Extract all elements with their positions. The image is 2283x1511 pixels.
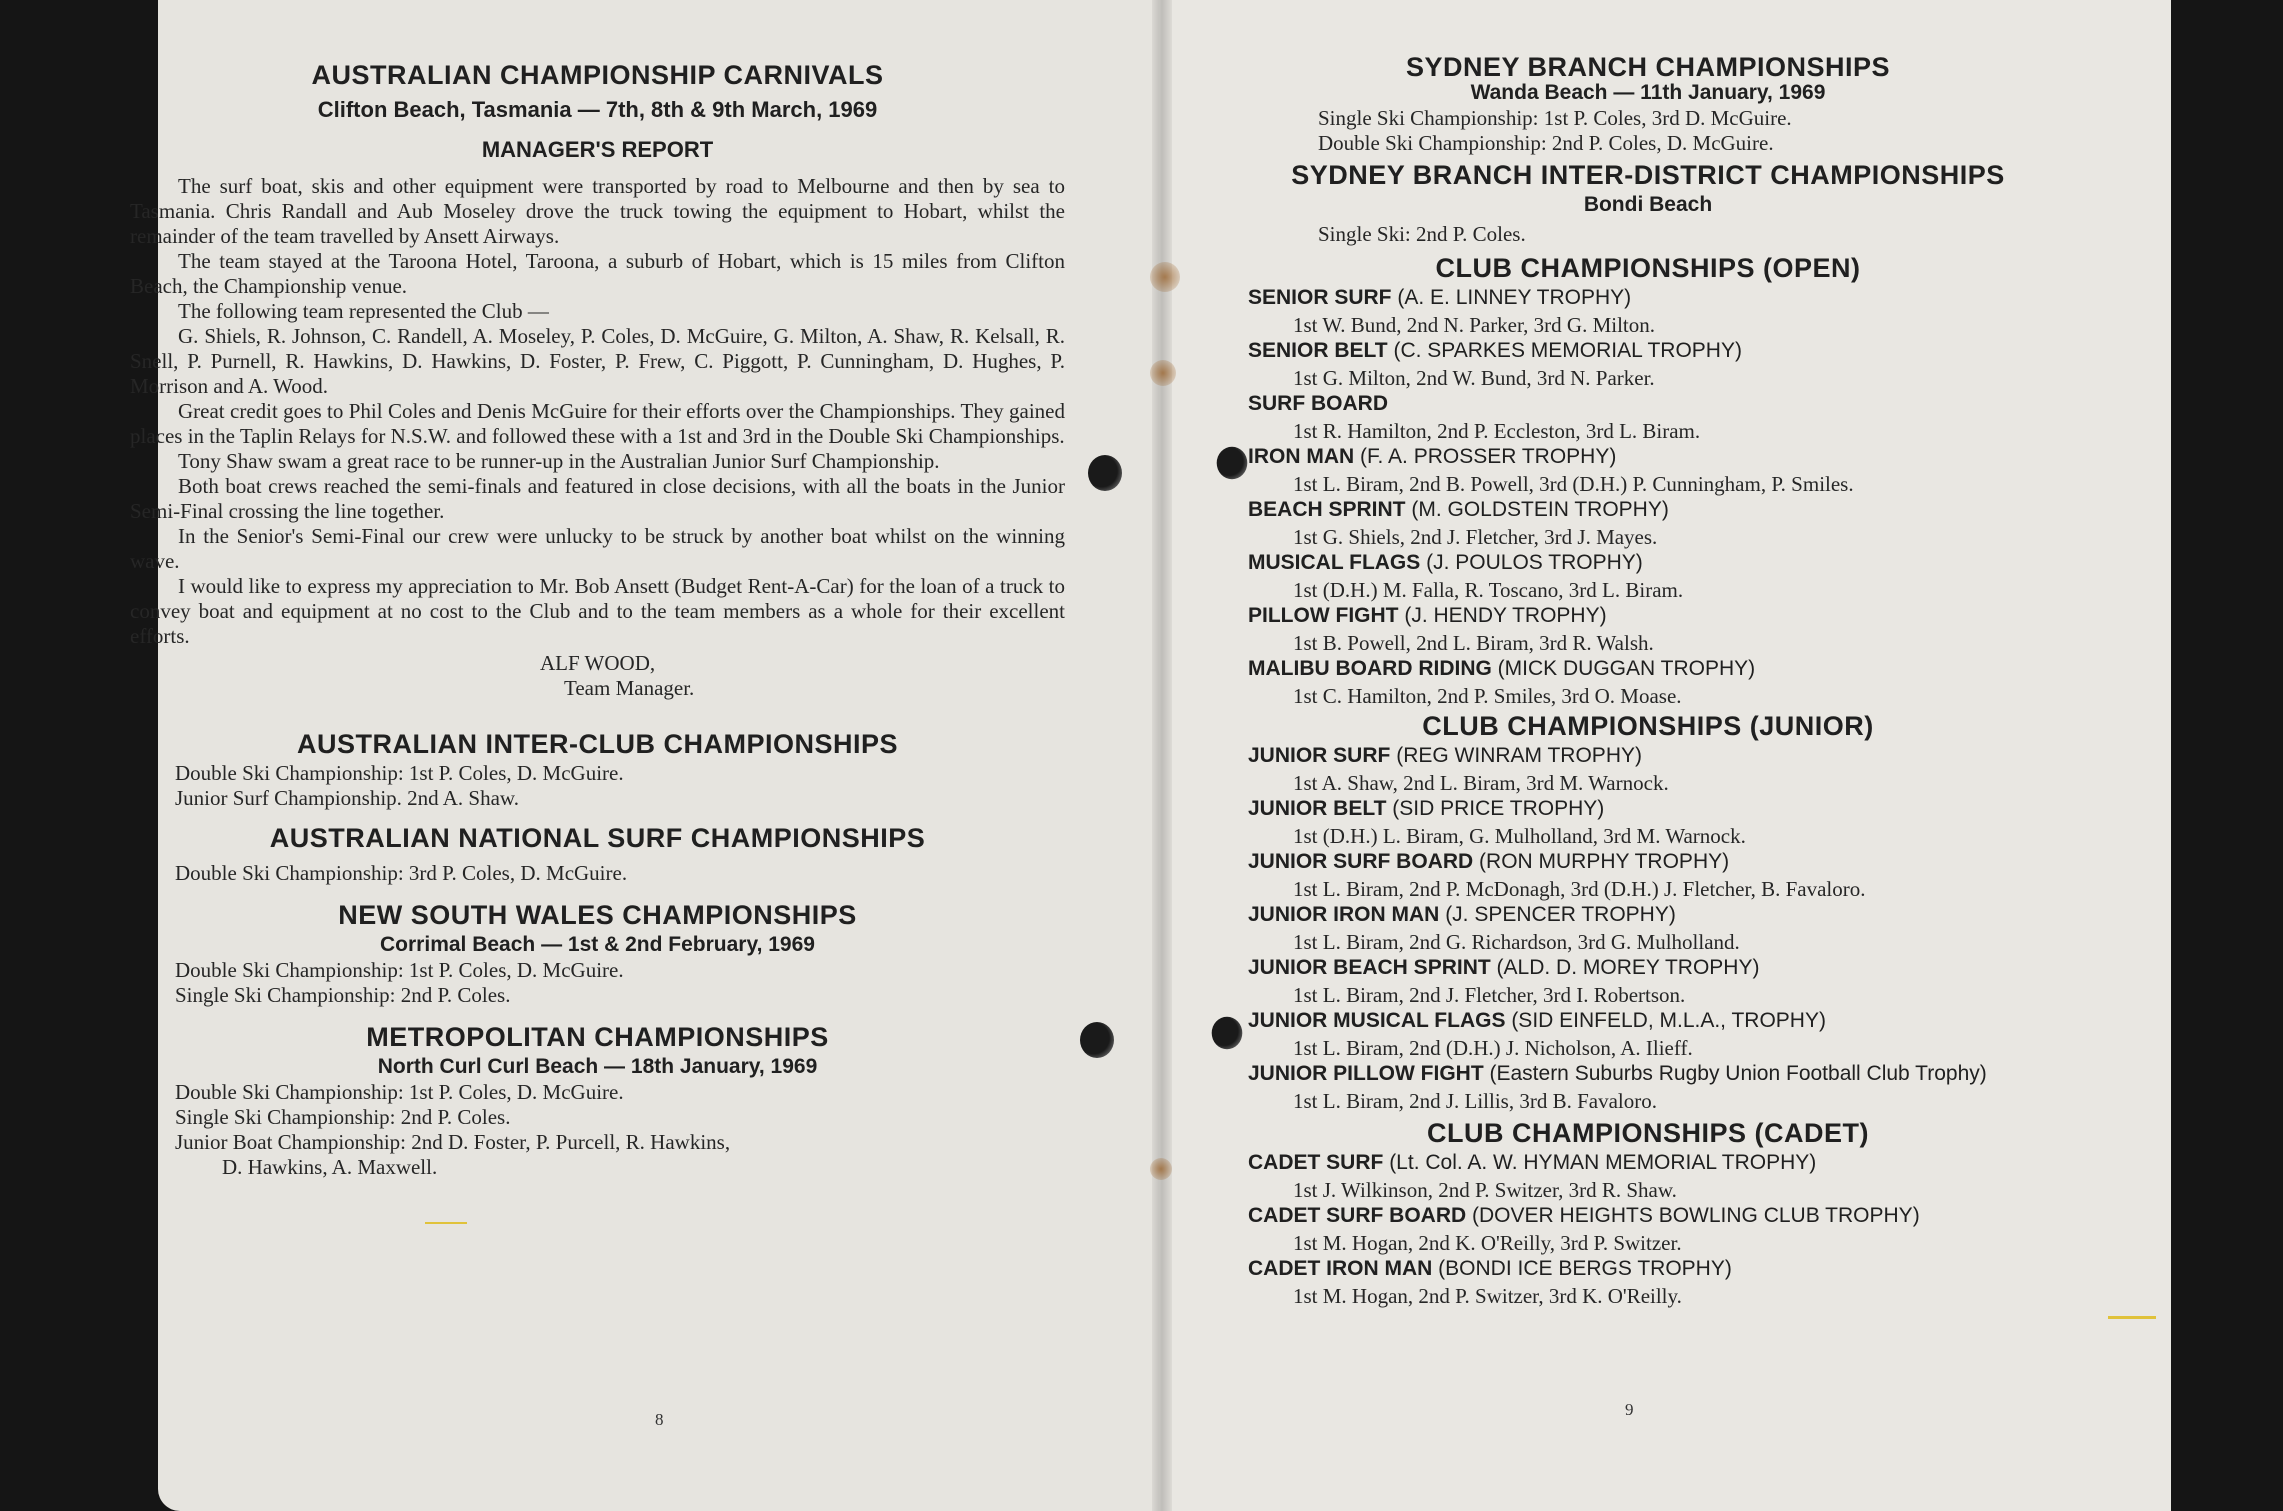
event-heading (1248, 1256, 2048, 1281)
event-name: JUNIOR SURF BOARD (1248, 850, 1474, 873)
result-line: Single Ski Championship: 2nd P. Coles. (175, 983, 511, 1007)
event-heading (1248, 1203, 2048, 1228)
event-trophy: (DOVER HEIGHTS BOWLING CLUB TROPHY) (1472, 1204, 1920, 1227)
event-name: JUNIOR BELT (1248, 797, 1387, 820)
result-line: Double Ski Championship: 1st P. Coles, D. McGuire. (175, 1080, 624, 1104)
event-name: JUNIOR PILLOW FIGHT (1248, 1062, 1484, 1085)
junior-events-list (1248, 743, 2048, 1114)
report-paragraph: Great credit goes to Phil Coles and Denis McGuire for their efforts over the Championships. They gained places in the Taplin Relays for N.S.W. and followed these with a 1st and 3rd in the Double Ski Championships. (130, 399, 1065, 448)
event-name: CADET SURF (1248, 1151, 1384, 1174)
report-paragraph: The following team represented the Club — (178, 299, 549, 323)
event-trophy: (MICK DUGGAN TROPHY) (1497, 657, 1756, 680)
event-result: 1st L. Biram, 2nd G. Richardson, 3rd G. Mulholland. (1293, 930, 1740, 954)
rust-stain (1150, 1158, 1172, 1180)
result-line: Single Ski: 2nd P. Coles. (1318, 222, 1526, 246)
event-heading (1248, 444, 2048, 469)
event-heading (1248, 656, 2048, 681)
event-result: 1st (D.H.) L. Biram, G. Mulholland, 3rd M. Warnock. (1293, 824, 1746, 848)
event-heading (1248, 955, 2048, 980)
event-trophy: (Lt. Col. A. W. HYMAN MEMORIAL TROPHY) (1389, 1151, 1817, 1174)
event-result: 1st L. Biram, 2nd J. Fletcher, 3rd I. Robertson. (1293, 983, 1686, 1007)
report-paragraph: The team stayed at the Taroona Hotel, Taroona, a suburb of Hobart, which is 15 miles from Clifton Beach, the Championship venue. (130, 249, 1065, 298)
event-trophy: (SID EINFELD, M.L.A., TROPHY) (1511, 1009, 1826, 1032)
event-heading (1248, 497, 2048, 522)
report-heading: MANAGER'S REPORT (481, 137, 714, 162)
inter-club-title: AUSTRALIAN INTER-CLUB CHAMPIONSHIPS (297, 729, 898, 759)
event-name: PILLOW FIGHT (1248, 604, 1399, 627)
event-heading (1248, 338, 2048, 363)
event-trophy: (J. SPENCER TROPHY) (1445, 903, 1676, 926)
event-name: MUSICAL FLAGS (1248, 551, 1421, 574)
binding-hole (1080, 1022, 1114, 1058)
event-result: 1st L. Biram, 2nd P. McDonagh, 3rd (D.H.) J. Fletcher, B. Favaloro. (1293, 877, 1866, 901)
binding-hole (1217, 447, 1248, 479)
event-trophy: (Eastern Suburbs Rugby Union Football Club Trophy) (1489, 1062, 1987, 1085)
highlight-mark (425, 1222, 467, 1224)
signature-block (540, 651, 1065, 701)
nsw-title: NEW SOUTH WALES CHAMPIONSHIPS (338, 900, 857, 930)
event-heading (1248, 391, 2048, 416)
inter-district-subtitle: Bondi Beach (1583, 193, 1713, 216)
event-trophy: (F. A. PROSSER TROPHY) (1360, 445, 1617, 468)
event-heading (1248, 796, 2048, 821)
event-trophy: (BONDI ICE BERGS TROPHY) (1438, 1257, 1732, 1280)
event-heading (1248, 743, 2048, 768)
result-line: Double Ski Championship: 1st P. Coles, D. McGuire. (175, 958, 624, 982)
event-result: 1st A. Shaw, 2nd L. Biram, 3rd M. Warnock. (1293, 771, 1669, 795)
event-result: 1st C. Hamilton, 2nd P. Smiles, 3rd O. Moase. (1293, 684, 1682, 708)
page-number: 9 (1625, 1400, 1634, 1419)
result-line: Single Ski Championship: 2nd P. Coles. (175, 1105, 511, 1129)
event-result: 1st W. Bund, 2nd N. Parker, 3rd G. Milton. (1293, 313, 1655, 337)
event-name: SENIOR BELT (1248, 339, 1388, 362)
event-result: 1st M. Hogan, 2nd K. O'Reilly, 3rd P. Switzer. (1293, 1231, 1682, 1255)
report-paragraph: In the Senior's Semi-Final our crew were unlucky to be struck by another boat whilst on the winning wave. (130, 524, 1065, 573)
event-heading (1248, 285, 2048, 310)
metro-subtitle: North Curl Curl Beach — 18th January, 1969 (377, 1055, 818, 1078)
event-heading (1248, 603, 2048, 628)
event-name: BEACH SPRINT (1248, 498, 1406, 521)
event-trophy: (SID PRICE TROPHY) (1392, 797, 1605, 820)
result-line: D. Hawkins, A. Maxwell. (222, 1155, 438, 1179)
event-result: 1st (D.H.) M. Falla, R. Toscano, 3rd L. Biram. (1293, 578, 1684, 602)
event-heading (1248, 1150, 2048, 1175)
binding-hole (1088, 455, 1122, 491)
event-trophy: (REG WINRAM TROPHY) (1396, 744, 1642, 767)
event-trophy: (M. GOLDSTEIN TROPHY) (1411, 498, 1669, 521)
event-trophy: (A. E. LINNEY TROPHY) (1397, 286, 1632, 309)
event-heading (1248, 550, 2048, 575)
event-heading (1248, 849, 2048, 874)
nsw-subtitle: Corrimal Beach — 1st & 2nd February, 1969 (380, 933, 815, 956)
event-result: 1st R. Hamilton, 2nd P. Eccleston, 3rd L. Biram. (1293, 419, 1701, 443)
event-trophy: (J. HENDY TROPHY) (1404, 604, 1607, 627)
inter-district-title: SYDNEY BRANCH INTER-DISTRICT CHAMPIONSHIPS (1291, 160, 2005, 190)
national-title: AUSTRALIAN NATIONAL SURF CHAMPIONSHIPS (269, 823, 926, 853)
result-line: Single Ski Championship: 1st P. Coles, 3rd D. McGuire. (1318, 106, 1792, 130)
event-name: SURF BOARD (1248, 392, 1388, 415)
event-name: CADET SURF BOARD (1248, 1204, 1467, 1227)
event-name: JUNIOR BEACH SPRINT (1248, 956, 1491, 979)
open-events-list (1248, 285, 2048, 709)
metro-title: METROPOLITAN CHAMPIONSHIPS (366, 1022, 829, 1052)
report-paragraph: I would like to express my appreciation to Mr. Bob Ansett (Budget Rent-A-Car) for the loan of a truck to convey boat and equipment at no cost to the Club and to the team members as a whole for their excellent efforts. (130, 574, 1065, 648)
result-line: Junior Surf Championship. 2nd A. Shaw. (175, 786, 519, 810)
rust-stain (1150, 360, 1176, 386)
event-result: 1st L. Biram, 2nd B. Powell, 3rd (D.H.) P. Cunningham, P. Smiles. (1293, 472, 1854, 496)
highlight-mark (2108, 1316, 2156, 1319)
page-number: 8 (655, 1410, 664, 1429)
carnival-subtitle: Clifton Beach, Tasmania — 7th, 8th & 9th March, 1969 (317, 97, 878, 122)
event-result: 1st B. Powell, 2nd L. Biram, 3rd R. Walsh. (1293, 631, 1654, 655)
event-name: JUNIOR SURF (1248, 744, 1391, 767)
left-page-content (130, 58, 1065, 1180)
event-result: 1st G. Milton, 2nd W. Bund, 3rd N. Parker. (1293, 366, 1655, 390)
event-name: MALIBU BOARD RIDING (1248, 657, 1492, 680)
carnival-title: AUSTRALIAN CHAMPIONSHIP CARNIVALS (311, 60, 884, 90)
cadet-championships-title: CLUB CHAMPIONSHIPS (CADET) (1427, 1118, 1869, 1148)
event-heading (1248, 1008, 2048, 1033)
event-trophy: (J. POULOS TROPHY) (1426, 551, 1643, 574)
cadet-events-list (1248, 1150, 2048, 1309)
event-name: JUNIOR IRON MAN (1248, 903, 1440, 926)
event-name: CADET IRON MAN (1248, 1257, 1433, 1280)
report-paragraph: Both boat crews reached the semi-finals and featured in close decisions, with all the boats in the Junior Semi-Final crossing the line together. (130, 474, 1065, 523)
binding-hole (1212, 1017, 1243, 1049)
event-trophy: (ALD. D. MOREY TROPHY) (1496, 956, 1760, 979)
event-trophy: (C. SPARKES MEMORIAL TROPHY) (1393, 339, 1742, 362)
event-trophy: (RON MURPHY TROPHY) (1479, 850, 1730, 873)
event-name: JUNIOR MUSICAL FLAGS (1248, 1009, 1506, 1032)
signature-role: Team Manager. (564, 676, 695, 700)
book-spine (1152, 0, 1172, 1511)
junior-championships-title: CLUB CHAMPIONSHIPS (JUNIOR) (1422, 711, 1874, 741)
event-result: 1st L. Biram, 2nd J. Lillis, 3rd B. Favaloro. (1293, 1089, 1657, 1113)
signature-name: ALF WOOD, (540, 651, 656, 675)
result-line: Double Ski Championship: 1st P. Coles, D. McGuire. (175, 761, 624, 785)
event-result: 1st L. Biram, 2nd (D.H.) J. Nicholson, A. Ilieff. (1293, 1036, 1693, 1060)
event-result: 1st G. Shiels, 2nd J. Fletcher, 3rd J. Mayes. (1293, 525, 1658, 549)
right-page-content (1248, 50, 2048, 1309)
report-paragraph: Tony Shaw swam a great race to be runner-up in the Australian Junior Surf Championship. (178, 449, 940, 473)
result-line: Double Ski Championship: 2nd P. Coles, D. McGuire. (1318, 131, 1774, 155)
event-heading (1248, 902, 2048, 927)
event-heading (1248, 1061, 2048, 1086)
sydney-title: SYDNEY BRANCH CHAMPIONSHIPS (1405, 52, 1891, 82)
report-paragraph: G. Shiels, R. Johnson, C. Randell, A. Moseley, P. Coles, D. McGuire, G. Milton, A. Shaw, R. Kelsall, R. Snell, P. Purnell, R. Hawkins, D. Hawkins, D. Foster, P. Frew, C. Piggott, P. Cunningham, D. Hughes, P. Morrison and A. Wood. (130, 324, 1065, 398)
rust-stain (1150, 262, 1180, 292)
event-result: 1st M. Hogan, 2nd P. Switzer, 3rd K. O'Reilly. (1293, 1284, 1682, 1308)
sydney-subtitle: Wanda Beach — 11th January, 1969 (1470, 81, 1826, 104)
open-championships-title: CLUB CHAMPIONSHIPS (OPEN) (1435, 253, 1861, 283)
result-line: Junior Boat Championship: 2nd D. Foster, P. Purcell, R. Hawkins, (175, 1130, 731, 1154)
event-result: 1st J. Wilkinson, 2nd P. Switzer, 3rd R. Shaw. (1293, 1178, 1677, 1202)
report-paragraph: The surf boat, skis and other equipment were transported by road to Melbourne and then by sea to Tasmania. Chris Randall and Aub Moseley drove the truck towing the equipment to Hobart, whilst the remainder of the team travelled by Ansett Airways. (130, 174, 1065, 248)
event-name: IRON MAN (1248, 445, 1355, 468)
event-name: SENIOR SURF (1248, 286, 1392, 309)
manager-report (130, 174, 1065, 649)
result-line: Double Ski Championship: 3rd P. Coles, D. McGuire. (175, 861, 628, 885)
